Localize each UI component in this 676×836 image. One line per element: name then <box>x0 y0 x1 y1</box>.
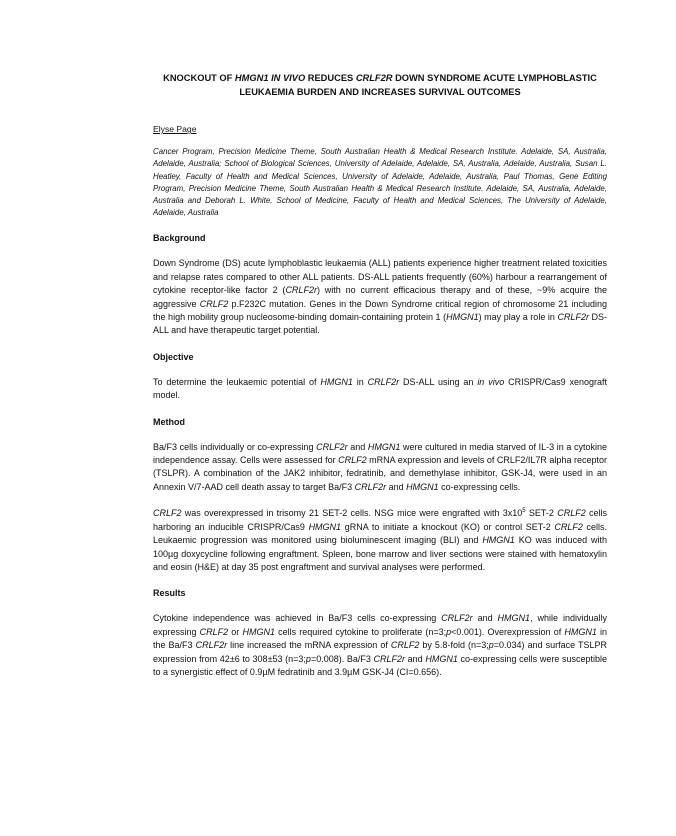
text-run: ) may play a role in <box>478 312 558 323</box>
italic-text: HMGN1 <box>308 521 342 532</box>
section-heading-results: Results <box>153 588 186 599</box>
text-run: SET-2 <box>525 508 558 519</box>
italic-text: CRLF2r <box>316 441 348 452</box>
text-run: Down Syndrome (DS) acute lymphoblastic leukaemia (ALL) patients experience higher treatment related toxicities and relapse rates compared to other ALL patients. DS-ALL patients frequently (60%) harbour a rearrangement of cytokine receptor-like factor 2 ( <box>153 258 607 296</box>
italic-text: HMGN1 <box>564 626 597 637</box>
text-run: DS-ALL using an <box>399 376 478 387</box>
italic-text: CRLF2 <box>557 508 586 519</box>
italic-text: in vivo <box>477 376 505 387</box>
abstract-title <box>145 72 615 99</box>
text-run: <0.001). Overexpression of <box>451 626 565 637</box>
text-run: in <box>352 376 368 387</box>
text-run: Ba/F3 cells individually or co-expressing <box>153 441 317 452</box>
text-run: p.F232C mutation. Genes in the Down Syndrome critical region of chromosome 21 including the high mobility group nucleosome-binding domain-containing protein 1 ( <box>153 298 608 323</box>
text-run: KO was induced with 100µg doxycycline following engraftment. Spleen, bone marrow and liver sections were stained with hematoxylin and eosin (H&E) at day 35 post engraftment and survival analyses were performed. <box>153 535 607 572</box>
italic-text: CRLF2 <box>199 298 229 309</box>
italic-text: CRLF2 <box>554 521 583 532</box>
text-run: cells required cytokine to proliferate (n=3; <box>274 626 447 637</box>
text-run: CRISPR/Cas9 xenograft model. <box>153 376 607 401</box>
italic-text: HMGN1 <box>367 441 401 452</box>
italic-text: HMGN1 IN VIVO <box>234 73 306 83</box>
section-heading-method: Method <box>153 416 185 427</box>
superscript-text: 5 <box>522 508 526 515</box>
text-run: and <box>472 613 498 624</box>
italic-text: HMGN1 <box>406 481 439 492</box>
text-run: DS-ALL and have therapeutic target potential. <box>153 312 608 336</box>
italic-text: CRLF2 <box>199 626 229 637</box>
italic-text: HMGN1 <box>446 312 479 323</box>
text-run: KNOCKOUT OF <box>163 73 235 83</box>
text-run: or <box>228 626 243 637</box>
italic-text: HMGN1 <box>320 376 353 387</box>
abstract-sections <box>153 232 607 679</box>
text-run: was overexpressed in trisomy 21 SET-2 cells. NSG mice were engrafted with 3x10 <box>181 508 523 519</box>
author-affiliations: Cancer Program, Precision Medicine Theme, South Australian Health & Medical Research Institute. Adelaide, SA, Australia, Adelaide, Australia; School of Biological Sciences, University of Adelaide, Adelaide, SA, Australia, Adelaide, Australia, Susan L. Heatley, Faculty of Health and Medical Sciences, University of Adelaide, Adelaide, Australia, Paul Thomas, Gene Editing Program, Precision Medicine Theme, South Australian Health & Medical Research Institute. Adelaide, SA, Australia, Adelaide, Australia and Deborah L. White, School of Medicine, Faculty of Health and Medical Sciences, The University of Adelaide, Adelaide, Australia <box>153 147 607 218</box>
text-run: co-expressing cells. <box>438 481 521 492</box>
section-paragraph <box>153 612 607 679</box>
italic-text: HMGN1 <box>497 613 531 624</box>
text-run: cells harboring an inducible CRISPR/Cas9 <box>153 508 608 532</box>
text-run: line increased the mRNA expression of <box>227 640 391 651</box>
italic-text: CRLF2r <box>195 640 228 651</box>
text-run: mRNA expression and levels of CRLF2/IL7R alpha receptor (TSLPR). A combination of the JAK2 inhibitor, fedratinib, and demethylase inhibitor, GSK-J4, were used in an Annexin V/7-AAD cell death assay to target Ba/F3 <box>153 455 607 492</box>
text-run: =0.008). Ba/F3 <box>310 653 374 664</box>
text-run: and <box>347 441 368 452</box>
italic-text: p <box>446 626 452 637</box>
italic-text: CRLF2 <box>390 640 420 651</box>
section-paragraph <box>153 441 607 495</box>
italic-text: CRLF2r <box>285 285 317 296</box>
text-run: DOWN SYNDROME ACUTE LYMPHOBLASTIC LEUKAEMIA BURDEN AND INCREASES SURVIVAL OUTCOMES <box>239 73 597 97</box>
author-name: Elyse Page <box>153 124 197 135</box>
italic-text: p <box>305 653 311 664</box>
text-run: and <box>405 653 426 664</box>
text-run: were cultured in media starved of IL-3 in a cytokine independence assay. Cells were assessed for <box>153 441 607 466</box>
text-run: ) with no current efficacious therapy and of these, ~9% acquire the aggressive <box>153 285 607 309</box>
section-heading-background: Background <box>153 233 206 244</box>
italic-text: CRLF2r <box>441 613 473 624</box>
italic-text: CRLF2r <box>367 376 400 387</box>
italic-text: HMGN1 <box>425 653 458 664</box>
text-run: , while individually expressing <box>153 613 607 637</box>
text-run: by 5.8-fold (n=3; <box>419 640 489 651</box>
section-paragraph <box>153 507 607 574</box>
italic-text: HMGN1 <box>482 535 515 546</box>
italic-text: HMGN1 <box>242 626 275 637</box>
italic-text: CRLF2r <box>354 481 387 492</box>
text-run: in the Ba/F3 <box>153 626 607 651</box>
section-paragraph <box>153 257 607 337</box>
italic-text: p <box>488 640 494 651</box>
abstract-body <box>153 72 607 679</box>
text-run: To determine the leukaemic potential of <box>153 376 321 387</box>
text-run: cells. Leukaemic progression was monitored using bioluminescent imaging (BLI) and <box>153 521 607 546</box>
text-run: gRNA to initiate a knockout (KO) or control SET-2 <box>341 521 555 532</box>
italic-text: CRLF2 <box>153 508 182 519</box>
italic-text: CRLF2r <box>557 312 589 323</box>
text-run: =0.034) and surface TSLPR expression from 42±6 to 308±53 (n=3; <box>153 640 607 664</box>
italic-text: CRLF2r <box>373 653 406 664</box>
text-run: and <box>386 481 407 492</box>
italic-text: CRLF2 <box>338 455 367 466</box>
text-run: co-expressing cells were susceptible to a synergistic effect of 0.9µM fedratinib and 3.9µM GSK-J4 (CI=0.656). <box>153 653 607 677</box>
italic-text: CRLF2R <box>355 73 393 83</box>
section-heading-objective: Objective <box>153 351 194 362</box>
text-run: Cytokine independence was achieved in Ba/F3 cells co-expressing <box>153 613 442 624</box>
section-paragraph <box>153 376 607 403</box>
text-run: REDUCES <box>305 73 356 83</box>
